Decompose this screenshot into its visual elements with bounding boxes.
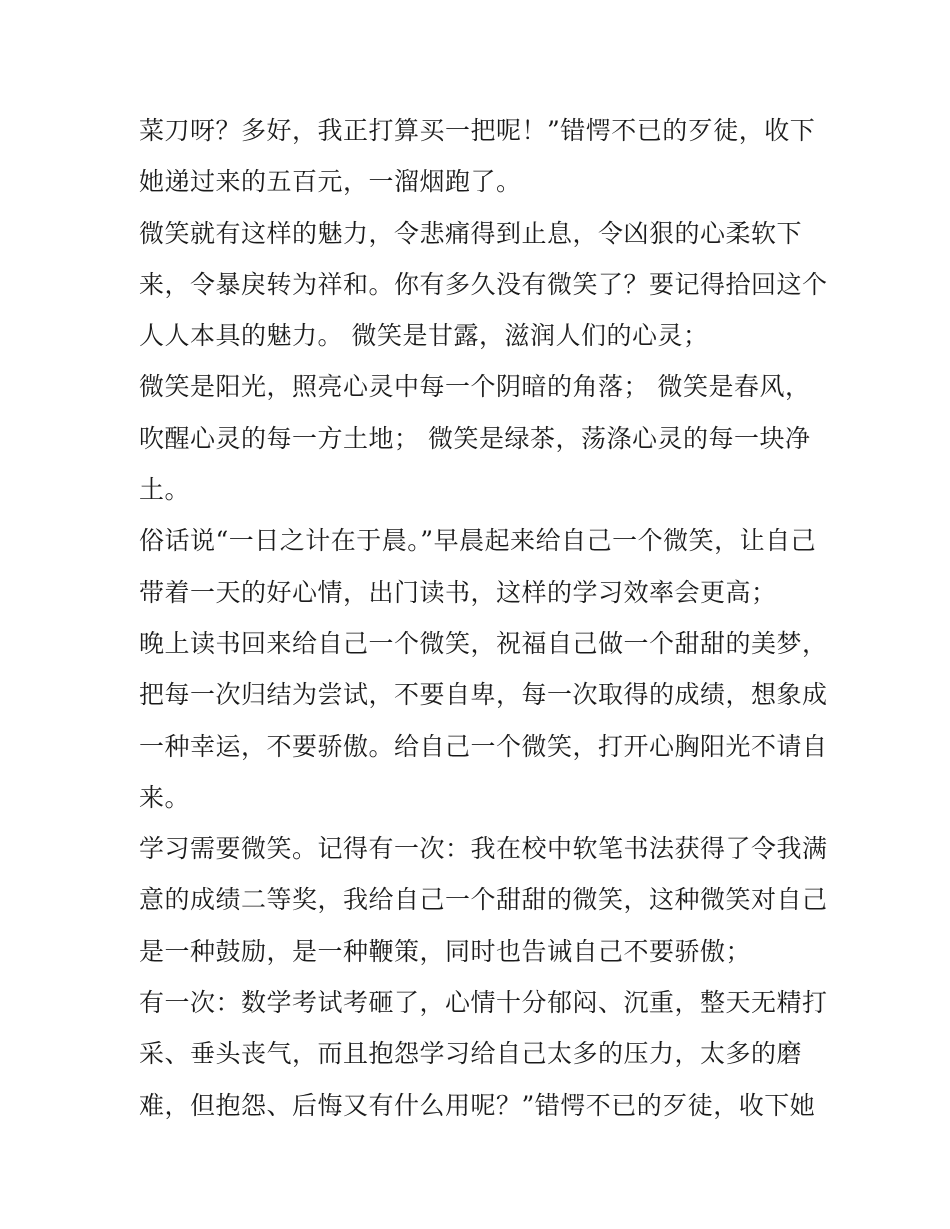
- text-line: 微笑就有这样的魅力，令悲痛得到止息，令凶狠的心柔软下: [139, 218, 803, 248]
- text-line: 吹醒心灵的每一方土地； 微笑是绿茶，荡涤心灵的每一块净: [139, 423, 811, 453]
- text-line: 是一种鼓励，是一种鞭策，同时也告诫自己不要骄傲；: [139, 936, 752, 966]
- text-line: 人人本具的魅力。 微笑是甘露，滋润人们的心灵；: [139, 321, 709, 351]
- text-line: 采、垂头丧气，而且抱怨学习给自己太多的压力，太多的磨: [139, 1039, 803, 1069]
- text-line: 带着一天的好心情，出门读书，这样的学习效率会更高；: [139, 577, 777, 607]
- text-line: 学习需要微笑。记得有一次：我在校中软笔书法获得了令我满: [139, 834, 828, 864]
- text-line: 一种幸运，不要骄傲。给自己一个微笑，打开心胸阳光不请自: [139, 731, 828, 761]
- text-line: 土。: [139, 475, 191, 505]
- text-line: 俗话说“一日之计在于晨。”早晨起来给自己一个微笑，让自己: [139, 526, 817, 556]
- text-line: 意的成绩二等奖，我给自己一个甜甜的微笑，这种微笑对自己: [139, 885, 828, 915]
- text-line: 把每一次归结为尝试，不要自卑，每一次取得的成绩，想象成: [139, 680, 828, 710]
- text-line: 她递过来的五百元，一溜烟跑了。: [139, 167, 522, 197]
- text-line: 来。: [139, 782, 191, 812]
- text-line: 菜刀呀？多好，我正打算买一把呢！”错愕不已的歹徒，收下: [139, 116, 816, 145]
- text-line: 晚上读书回来给自己一个微笑，祝福自己做一个甜甜的美梦，: [139, 628, 828, 658]
- text-line: 难，但抱怨、后悔又有什么用呢？”错愕不已的歹徒，收下她: [139, 1090, 816, 1120]
- text-line: 来，令暴戾转为祥和。你有多久没有微笑了？要记得拾回这个: [139, 269, 828, 299]
- text-line: 有一次：数学考试考砸了，心情十分郁闷、沉重，整天无精打: [139, 988, 828, 1018]
- text-line: 微笑是阳光，照亮心灵中每一个阴暗的角落； 微笑是春风，: [139, 372, 811, 402]
- document-body: [139, 105, 828, 1131]
